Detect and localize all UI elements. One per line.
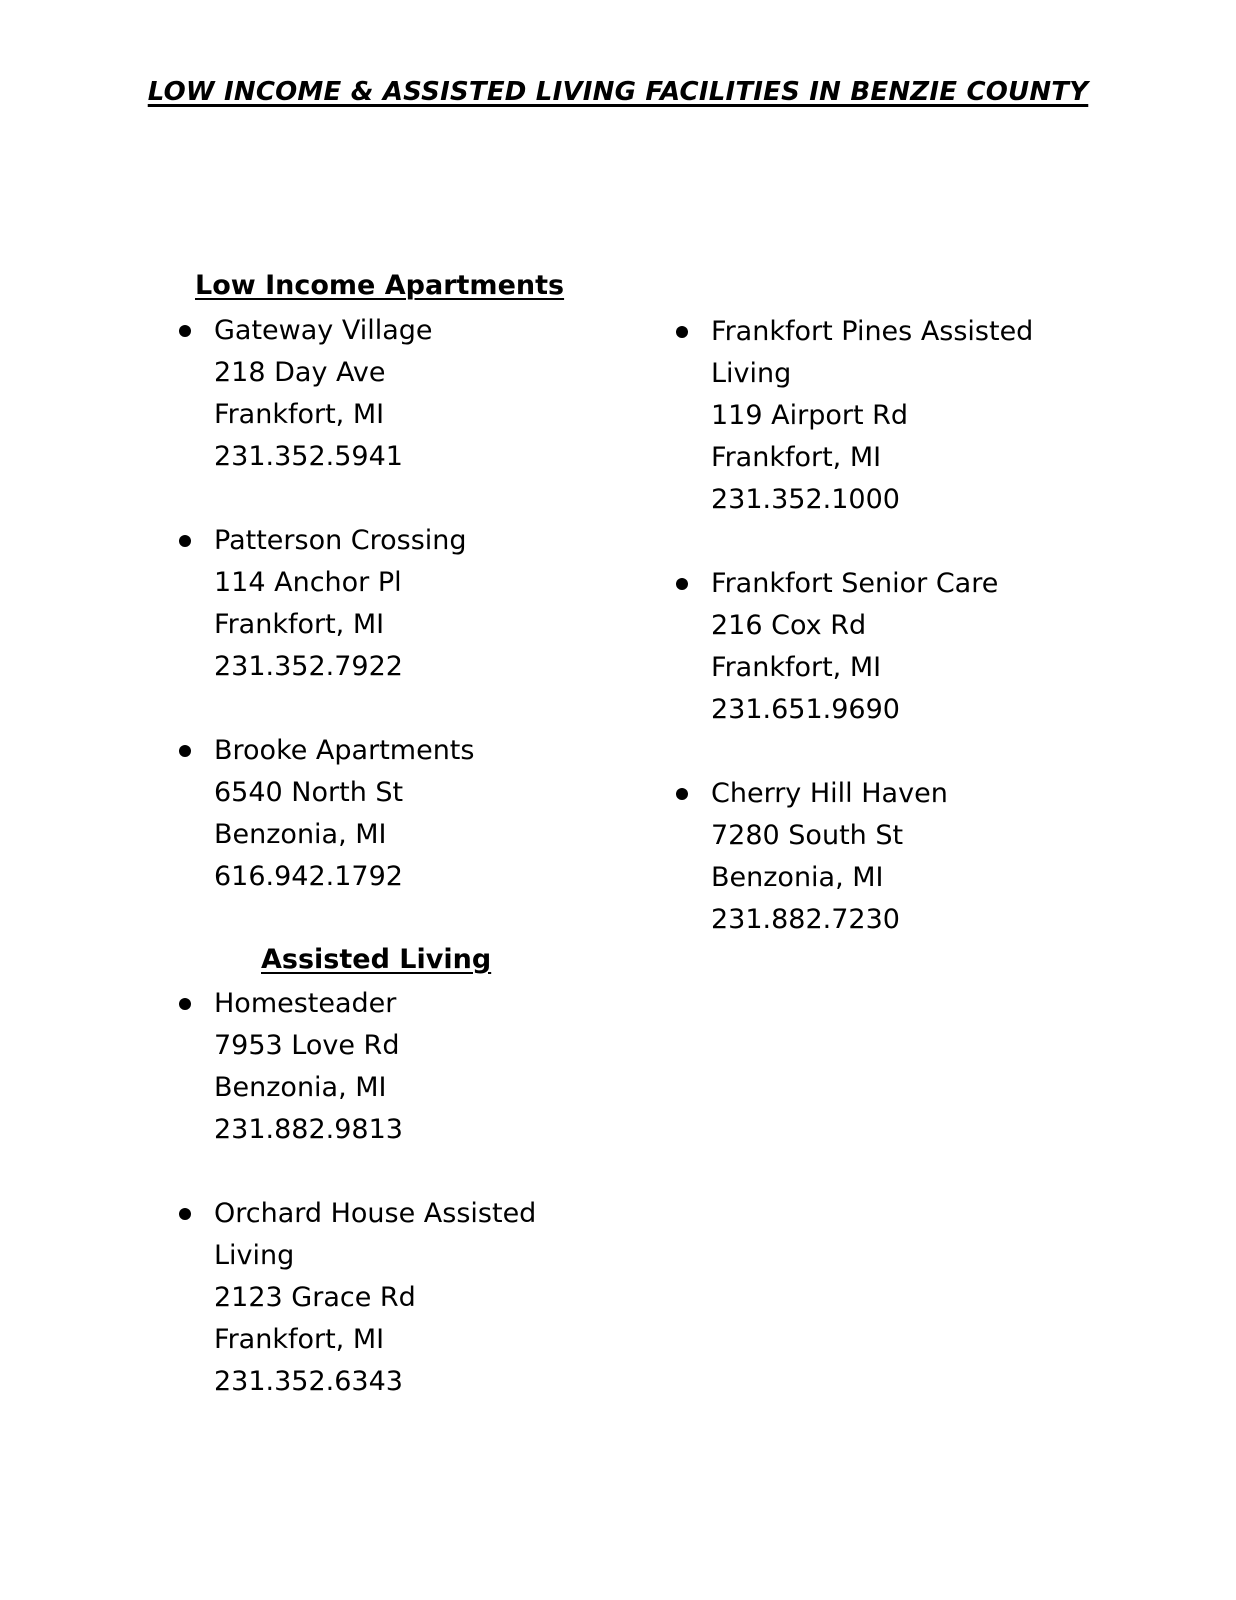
facility-address: 218 Day Ave: [214, 357, 386, 388]
bullet-icon: [179, 535, 191, 547]
bullet-icon: [179, 1208, 191, 1220]
facility-phone: 231.882.7230: [711, 904, 900, 935]
facility-phone: 231.352.7922: [214, 651, 403, 682]
bullet-icon: [676, 326, 688, 338]
facility-phone: 231.352.1000: [711, 484, 900, 515]
facility-address: 119 Airport Rd: [711, 400, 909, 431]
facility-address: 7280 South St: [711, 820, 904, 851]
facility-phone: 616.942.1792: [214, 861, 403, 892]
facility-address: 114 Anchor Pl: [214, 567, 402, 598]
facility-name-continued: Living: [711, 358, 792, 389]
bullet-icon: [179, 745, 191, 757]
facility-name: Cherry Hill Haven: [711, 778, 948, 809]
facility-phone: 231.352.5941: [214, 441, 403, 472]
facility-name: Orchard House Assisted: [214, 1198, 537, 1229]
bullet-icon: [676, 788, 688, 800]
facility-address: 6540 North St: [214, 777, 404, 808]
facility-name: Gateway Village: [214, 315, 433, 346]
bullet-icon: [179, 325, 191, 337]
facility-name: Homesteader: [214, 988, 397, 1019]
facility-address: 2123 Grace Rd: [214, 1282, 416, 1313]
facility-city: Frankfort, MI: [214, 1324, 385, 1355]
bullet-icon: [676, 578, 688, 590]
facility-name: Frankfort Senior Care: [711, 568, 999, 599]
page-title-text: LOW INCOME & ASSISTED LIVING FACILITIES IN BENZIE COUNTY: [147, 77, 1089, 107]
facility-name-continued: Living: [214, 1240, 295, 1271]
facility-city: Benzonia, MI: [214, 1072, 387, 1103]
facility-name: Brooke Apartments: [214, 735, 475, 766]
facility-city: Benzonia, MI: [711, 862, 884, 893]
facility-phone: 231.651.9690: [711, 694, 900, 725]
section-heading-assisted-living: Assisted Living: [261, 944, 492, 975]
facility-address: 7953 Love Rd: [214, 1030, 400, 1061]
section-heading-low-income: Low Income Apartments: [195, 270, 565, 301]
facility-city: Frankfort, MI: [214, 399, 385, 430]
facility-city: Frankfort, MI: [711, 442, 882, 473]
page-title: [0, 72, 1236, 112]
facility-address: 216 Cox Rd: [711, 610, 867, 641]
facility-name: Patterson Crossing: [214, 525, 467, 556]
facility-name: Frankfort Pines Assisted: [711, 316, 1034, 347]
facility-city: Frankfort, MI: [214, 609, 385, 640]
facility-city: Frankfort, MI: [711, 652, 882, 683]
facility-phone: 231.352.6343: [214, 1366, 403, 1397]
facility-city: Benzonia, MI: [214, 819, 387, 850]
facility-phone: 231.882.9813: [214, 1114, 403, 1145]
bullet-icon: [179, 998, 191, 1010]
